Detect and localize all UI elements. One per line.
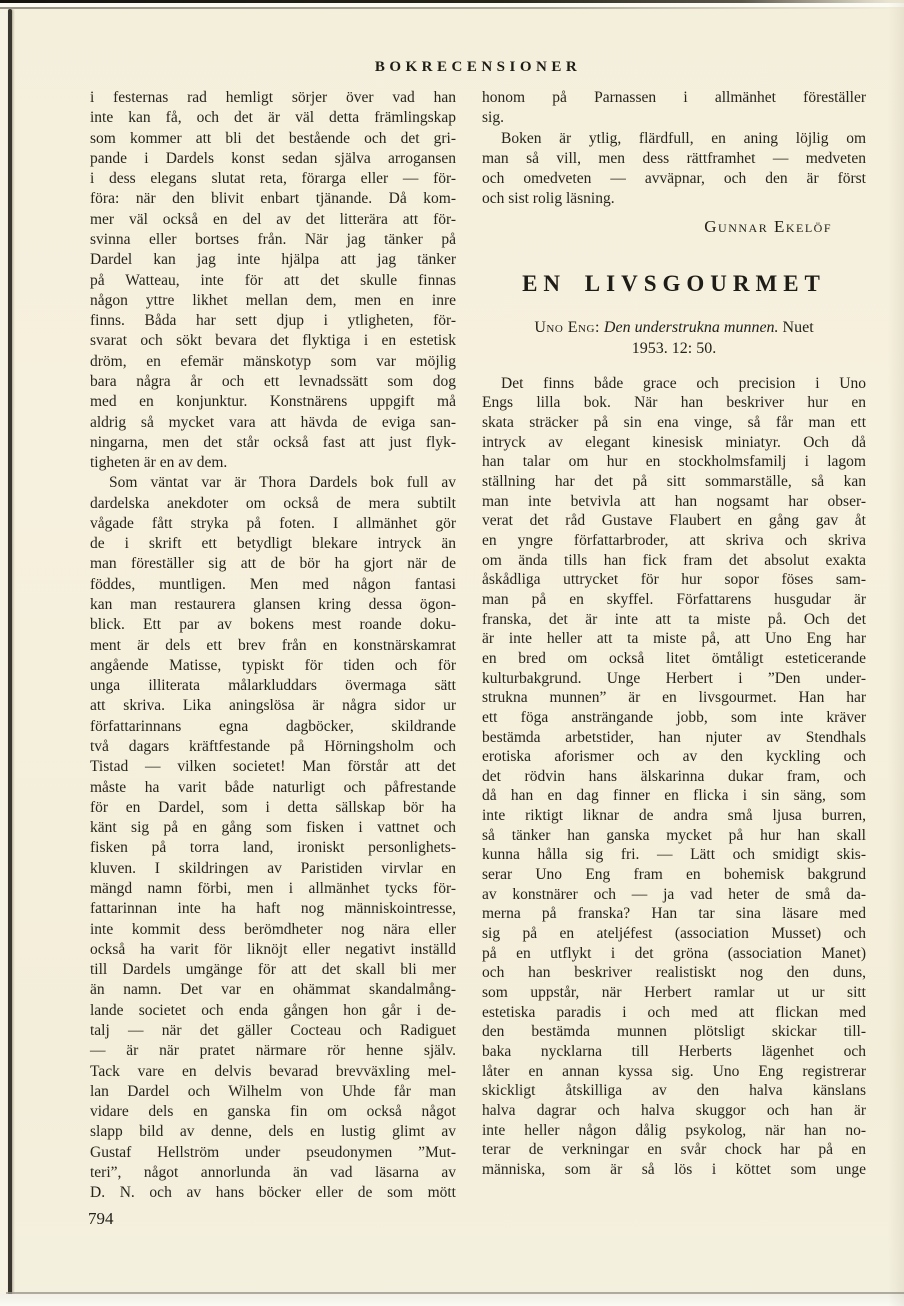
right-column xyxy=(482,88,866,1203)
text-line: måste ha varit både naturligt och påfrestande xyxy=(90,778,456,796)
text-line: strukna munnen” är en livsgourmet. Han har xyxy=(482,689,866,707)
text-line: den bestämda munnen plötsligt skickar till- xyxy=(482,1023,866,1041)
text-line: en bred om också litet ömtåligt esteticerande xyxy=(482,649,866,667)
paragraph xyxy=(482,88,866,129)
text-line: Gustaf Hellström under pseudonymen ”Mut- xyxy=(90,1143,456,1161)
review-author: Uno Eng: xyxy=(534,318,600,336)
text-line: människa, som är så lös i köttet som unge xyxy=(482,1160,866,1178)
text-columns xyxy=(90,88,866,1203)
text-line: i dess elegans slutat reta, förarga eller — för- xyxy=(90,170,456,188)
text-line: fattarinnan inte ha haft nog människointresse, xyxy=(90,900,456,918)
text-line: talj — när det gäller Cocteau och Radiguet xyxy=(90,1021,456,1039)
text-line: vidare dels en ganska fin om också något xyxy=(90,1103,456,1121)
text-line: svinna eller bortses från. När jag tänker på xyxy=(90,230,456,248)
text-line: skata sträcker på sin ena vinge, så får man ett xyxy=(482,414,866,431)
review-book-title: Den understrukna munnen. xyxy=(603,318,779,336)
text-line: teri”, något annorlunda än vad läsarna av xyxy=(90,1163,456,1181)
text-line: med en konjunktur. Konstnärens uppgift må xyxy=(90,393,456,411)
review-reference-line1 xyxy=(482,317,866,339)
text-line: man på en skyffel. Författarens husgudar är xyxy=(482,590,866,608)
text-line: och sist rolig läsning. xyxy=(482,190,615,208)
text-line: föra: när den blivit enbart tjänande. Då kom- xyxy=(90,190,456,208)
text-line: D. N. och av hans böcker eller de som mött xyxy=(90,1184,456,1202)
text-line: halva dagrar och halva skuggor och han är xyxy=(482,1101,866,1119)
text-line: verat det råd Gustave Flaubert en gång gav åt xyxy=(482,512,866,530)
review-publisher: Nuet xyxy=(782,318,814,336)
text-line: kulturbakgrund. Unge Herbert i ”Den under- xyxy=(482,669,866,687)
text-line: föddes, muntligen. Men med någon fantasi xyxy=(90,575,456,593)
text-line: lande societet och enda gången hon går i de- xyxy=(90,1001,456,1019)
text-line: honom på Parnassen i allmänhet föreställer xyxy=(482,89,866,106)
text-line: de i skrift ett betydligt blekare intryck än xyxy=(90,535,456,553)
reviewer-byline: Gunnar Ekelöf xyxy=(704,216,832,236)
text-line: merna på franska? Han tar sina läsare med xyxy=(482,905,866,923)
text-line: han talar om hur en stockholmsfamilj i lagom xyxy=(482,453,866,471)
text-line: som uppstår, när Herbert ramlar ut ur sitt xyxy=(482,984,866,1002)
scan-edge-bottom-strip xyxy=(0,1294,904,1306)
review-reference xyxy=(482,317,866,360)
text-line: skickligt åtskilliga av den halva känslans xyxy=(482,1082,866,1100)
text-line: serar Uno Eng fram en bohemisk bakgrund xyxy=(482,866,866,884)
text-line: terar de verkningar en svår chock har på en xyxy=(482,1141,866,1159)
text-line: Tistad — vilken societet! Man förstår att det xyxy=(90,758,456,776)
text-line: inte riktigt liknar de andra små ljusa burren, xyxy=(482,807,866,825)
scan-edge-right-shade xyxy=(888,0,904,1306)
text-line: på Watteau, inte för att det skulle finnas xyxy=(90,271,456,289)
left-column xyxy=(90,88,456,1203)
text-line: än namn. Det var en ohämmat skandalmång- xyxy=(90,981,456,999)
text-line: angående Matisse, typiskt för tiden och för xyxy=(90,656,456,674)
text-line: kluven. I skildringen av Paristiden virvlar en xyxy=(90,859,456,877)
text-line: kunna hålla sig fri. — Lätt och smidigt skis- xyxy=(482,846,866,864)
paragraph xyxy=(482,129,866,210)
text-line: inte kan få, och det är väl detta främlingskap xyxy=(90,109,456,127)
text-line: på en utflykt i det gröna (association Manet) xyxy=(482,944,866,962)
text-line: dröm, en efemär mänskotyp som var möjlig xyxy=(90,352,456,370)
text-line: sig på en ateljéfest (association Musset) och xyxy=(482,925,866,943)
page-header: BOKRECENSIONER xyxy=(374,59,582,75)
text-line: man föreställer sig att de bör ha gjort när de xyxy=(90,555,456,573)
text-line: låter en annan kyssa sig. Uno Eng registrerar xyxy=(482,1062,866,1080)
text-line: att skriva. Lika aningslösa är några sidor ur xyxy=(90,697,456,715)
text-line: Tack vare en delvis bevarad brevväxling mel- xyxy=(90,1062,456,1080)
text-line: slapp bild av denne, dels en lustig glimt av xyxy=(90,1123,456,1141)
text-line: mängd namn förbi, men i allmänhet tycks för- xyxy=(90,879,456,897)
text-line: av konstnärer och — ja vad heter de små da- xyxy=(482,885,866,903)
text-line: intryck av elegant kinesisk miniatyr. Och då xyxy=(482,433,866,451)
scan-edge-left-line xyxy=(8,9,12,1297)
text-line: ställning har det på sitt sommarställe, så kan xyxy=(482,472,866,490)
text-line: fisken på torra land, ironiskt personlighets- xyxy=(90,839,456,857)
paragraph xyxy=(90,88,456,473)
text-line: estetiska paradis i och med att flickan med xyxy=(482,1003,866,1021)
text-line: erotiska aforismer och av den kyckling och xyxy=(482,748,866,766)
text-line: franska, det är inte att ta miste på. Och det xyxy=(482,610,866,628)
text-line: lan Dardel och Wilhelm von Uhde får man xyxy=(90,1082,456,1100)
text-line: pande i Dardels konst sedan själva arrogansen xyxy=(90,149,456,167)
text-line: bestämda arbetstider, han njuter av Stendhals xyxy=(482,728,866,746)
text-line: Dardel kan jag inte hjälpa att jag tänker xyxy=(90,251,456,269)
text-line: baka nycklarna till Herberts lägenhet och xyxy=(482,1043,866,1060)
text-line: Engs lilla bok. När han beskriver hur en xyxy=(482,394,866,412)
text-line: kan man restaurera glansen kring dessa ögon- xyxy=(90,596,456,614)
page-number: 794 xyxy=(88,1209,114,1228)
text-line: aldrig så mycket vara att hävda de eviga san- xyxy=(90,413,456,431)
text-line: känt sig på en gång som fisken i vattnet och xyxy=(90,819,456,837)
text-line: för en Dardel, som i detta sällskap bör ha xyxy=(90,798,456,816)
review-title: EN LIVSGOURMET xyxy=(522,270,826,296)
text-line: svarat och sökt bevara det flyktiga i en estetisk xyxy=(90,332,456,350)
text-line: sig. xyxy=(482,109,504,127)
text-line: tigheten är en av dem. xyxy=(90,454,228,472)
text-line: någon yttre likhet mellan dem, men en inre xyxy=(90,291,456,309)
text-line: inte kommit dess berömdheter nog nära eller xyxy=(90,920,456,938)
text-line: är inte heller att ta miste på, att Uno Eng har xyxy=(482,630,866,648)
text-line: till Dardels umgänge för att det skall bli mer xyxy=(90,961,456,979)
paragraph xyxy=(90,473,456,1203)
text-line: och han beskriver realistiskt nog den duns, xyxy=(482,964,866,982)
text-line: också ha varit för liknöjt eller negativt inställd xyxy=(90,940,456,958)
text-line: bara några år och ett levnadssätt som dog xyxy=(90,372,456,390)
review-body-text xyxy=(482,374,866,1180)
text-line: Det finns både grace och precision i Uno xyxy=(501,374,866,392)
text-line: finns. Båda har sett djup i ytligheten, för- xyxy=(90,312,456,330)
text-line: unga illiterata målarkluddars övermaga sätt xyxy=(90,677,456,695)
text-line: Boken är ytlig, flärdfull, en aning löjlig om xyxy=(501,129,866,147)
text-line: — är när pratet närmare rör henne själv. xyxy=(90,1042,456,1060)
right-column-top-text xyxy=(482,88,866,210)
text-line: ett föga ansträngande jobb, som inte kräver xyxy=(482,708,866,726)
text-line: blick. Ett par av bokens mest roande doku- xyxy=(90,616,456,634)
scan-edge-left-strip xyxy=(0,7,8,1306)
text-line: författarinnans egna dagböcker, skildrande xyxy=(90,717,456,735)
text-line: som kommer att bli det bestående och det gri- xyxy=(90,129,456,147)
text-line: en yngre författarbroder, att skriva och skriva xyxy=(482,531,866,549)
text-line: dardelska anekdoter om också de mera subtilt xyxy=(90,494,456,512)
text-line: Som väntat var är Thora Dardels bok full av xyxy=(109,474,456,492)
text-line: så tänker han ganska mycket på hur han skall xyxy=(482,826,866,844)
text-line: vågade fått stryka på foten. I allmänhet gör xyxy=(90,514,456,532)
scan-edge-top-gray xyxy=(0,7,904,9)
text-line: det rödvin hans älskarinna dukar fram, och xyxy=(482,767,866,785)
text-line: ment är dels ett brev från en konstnärskamrat xyxy=(90,636,456,654)
text-line: mer väl också en del av det litterära att för- xyxy=(90,210,456,228)
review-year-price: 1953. 12: 50. xyxy=(631,340,717,358)
text-line: åskådliga uttrycket för hur sopor föses sam- xyxy=(482,571,866,589)
text-line: man så vill, men dess rättframhet — medveten xyxy=(482,149,866,167)
text-line: om ända tills han fick fram det absolut exakta xyxy=(482,551,866,569)
text-line: två dagars kräftfestande på Hörningsholm och xyxy=(90,738,456,755)
text-line: i festernas rad hemligt sörjer över vad han xyxy=(90,89,456,106)
text-line: inte heller någon dålig psykolog, när han no- xyxy=(482,1121,866,1139)
text-line: och omedveten — avväpnar, och den är först xyxy=(482,170,866,188)
paragraph xyxy=(482,374,866,1180)
text-line: man inte betvivla att han nogsamt har obser- xyxy=(482,492,866,510)
text-line: då han en dag finner en flicka i sin säng, som xyxy=(482,787,866,805)
text-line: ningarna, men det står också fast att just flyk- xyxy=(90,433,456,451)
